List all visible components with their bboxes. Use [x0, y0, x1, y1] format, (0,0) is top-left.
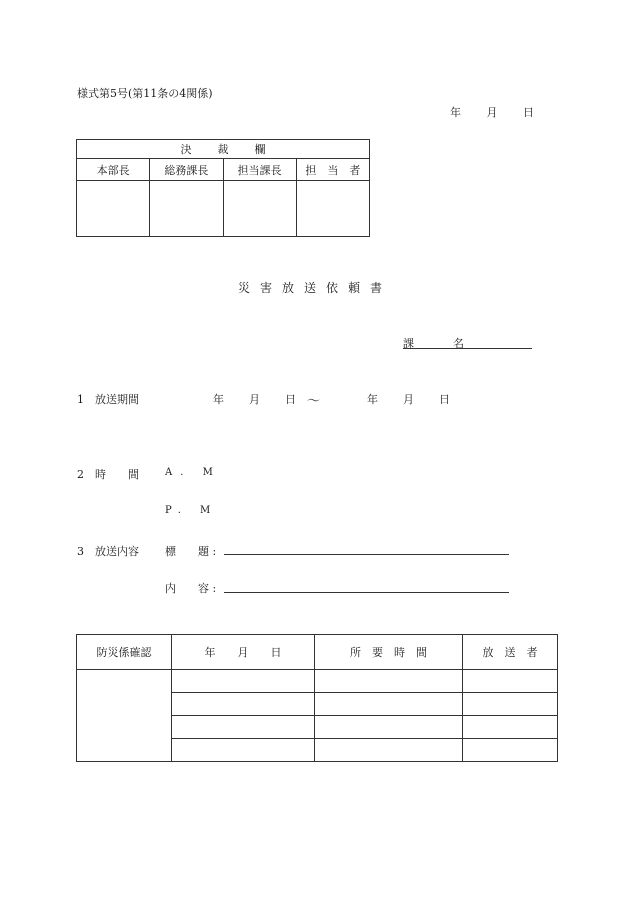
- period-tilde: 〜: [307, 394, 321, 409]
- date-year: 年: [450, 106, 461, 119]
- date-day: 日: [523, 106, 534, 119]
- time-pm: P. M: [165, 505, 219, 516]
- item-label: 時 間: [95, 468, 139, 481]
- approval-table: [76, 139, 370, 237]
- confirm-date-cell[interactable]: [172, 670, 315, 693]
- confirm-broadcaster-cell[interactable]: [463, 693, 558, 716]
- confirmation-table: [76, 634, 558, 762]
- department-input-line[interactable]: [403, 348, 532, 349]
- confirm-date-cell[interactable]: [172, 739, 315, 762]
- confirm-date-cell[interactable]: [172, 716, 315, 739]
- confirm-duration-cell[interactable]: [315, 693, 463, 716]
- approval-stamp-cell[interactable]: [296, 181, 369, 237]
- document-title: 災害放送依頼書: [237, 281, 392, 295]
- time-am: A. M: [165, 467, 221, 478]
- confirm-date-cell[interactable]: [172, 693, 315, 716]
- approval-col-section-chief: 担当課長: [223, 159, 296, 181]
- item-label: 放送期間: [95, 393, 139, 406]
- period-start-month: 月: [249, 393, 260, 406]
- confirm-duration-cell[interactable]: [315, 670, 463, 693]
- confirm-broadcaster-cell[interactable]: [463, 670, 558, 693]
- period-end-month: 月: [403, 393, 414, 406]
- confirm-header-date: 年 月 日: [172, 635, 315, 670]
- approval-col-general-affairs: 総務課長: [150, 159, 223, 181]
- content-body-line[interactable]: [224, 592, 509, 593]
- confirm-duration-cell[interactable]: [315, 739, 463, 762]
- content-body-label: 内 容 :: [165, 582, 217, 595]
- confirm-broadcaster-cell[interactable]: [463, 739, 558, 762]
- approval-col-head: 本部長: [77, 159, 150, 181]
- date-month: 月: [486, 106, 498, 119]
- department-label: 課 名: [403, 337, 478, 350]
- item-number: 2: [77, 468, 84, 481]
- content-title-line[interactable]: [224, 554, 509, 555]
- header-date: [450, 104, 534, 120]
- confirm-header-disaster-section: 防災係確認: [77, 635, 172, 670]
- approval-title: 決裁欄: [77, 140, 370, 159]
- item-label: 放送内容: [95, 545, 139, 558]
- form-number: 様式第5号(第11条の4関係): [77, 87, 213, 100]
- approval-stamp-cell[interactable]: [77, 181, 150, 237]
- period-end-day: 日: [439, 393, 450, 406]
- item-period: [77, 391, 139, 407]
- item-number: 3: [77, 545, 84, 558]
- period-start-year: 年: [213, 393, 224, 406]
- confirm-stamp-cell[interactable]: [77, 670, 172, 762]
- confirm-duration-cell[interactable]: [315, 716, 463, 739]
- approval-stamp-cell[interactable]: [223, 181, 296, 237]
- content-title-label: 標 題 :: [165, 545, 217, 558]
- confirm-header-duration: 所 要 時 間: [315, 635, 463, 670]
- period-start-day: 日: [285, 393, 296, 406]
- confirm-header-broadcaster: 放 送 者: [463, 635, 558, 670]
- item-time: [77, 466, 139, 482]
- item-content: [77, 543, 139, 559]
- approval-stamp-cell[interactable]: [150, 181, 223, 237]
- item-number: 1: [77, 393, 84, 406]
- period-end-year: 年: [367, 393, 378, 406]
- approval-col-person-in-charge: 担 当 者: [296, 159, 369, 181]
- confirm-broadcaster-cell[interactable]: [463, 716, 558, 739]
